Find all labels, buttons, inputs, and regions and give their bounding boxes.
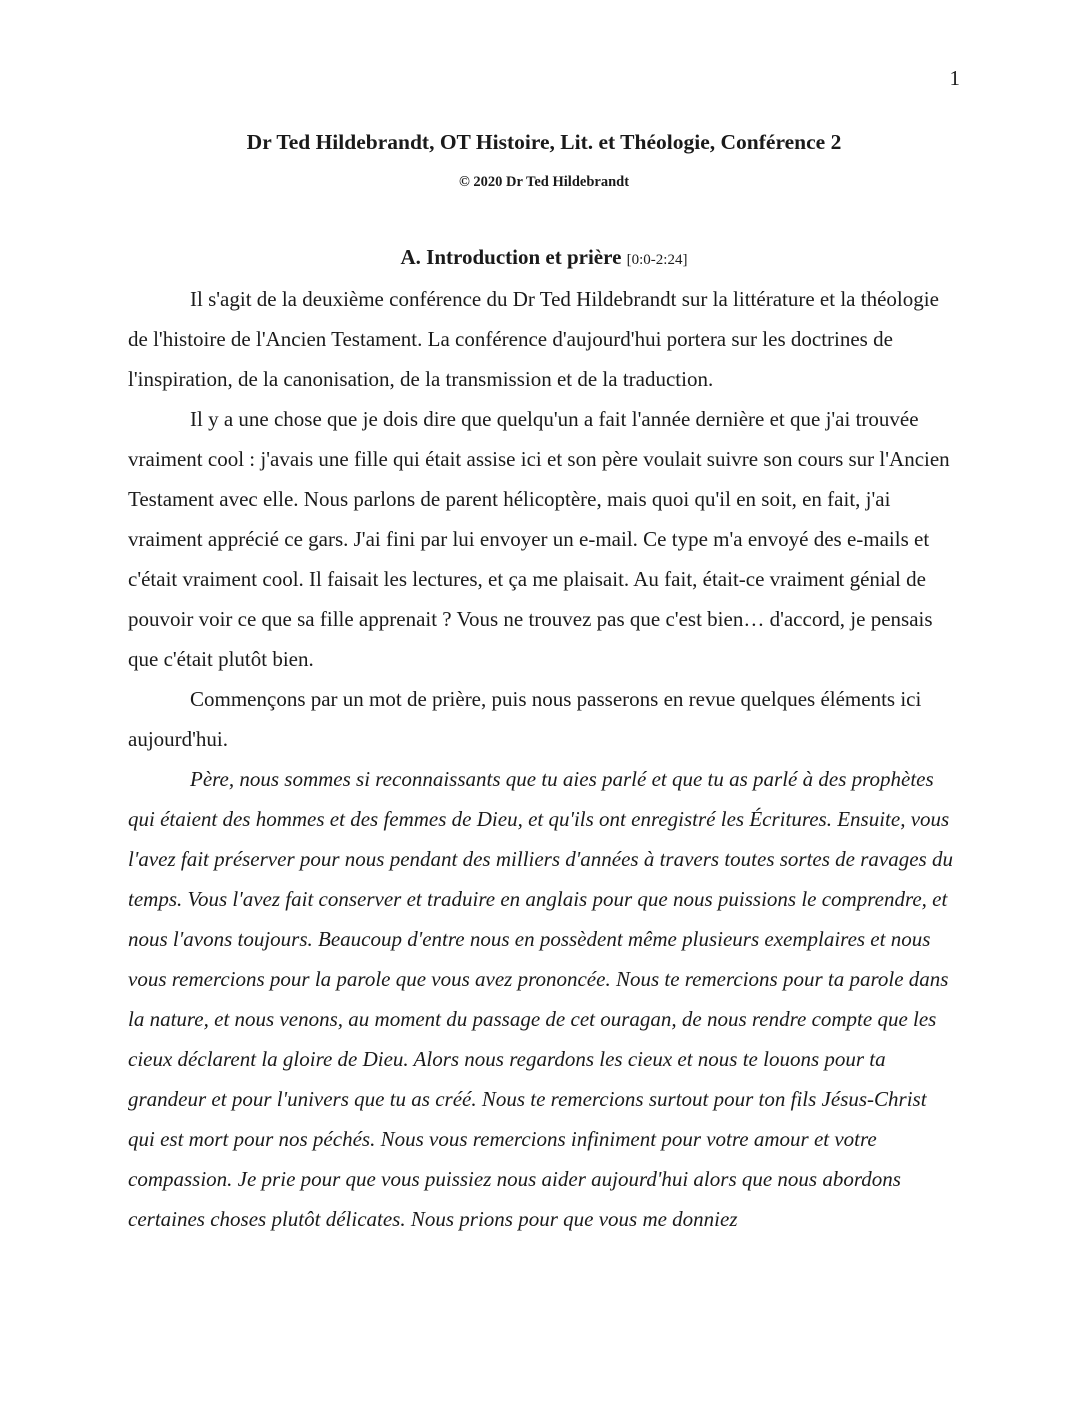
- section-heading: [0, 245, 1088, 270]
- page-number: 1: [949, 66, 960, 90]
- section-heading-text: A. Introduction et prière: [400, 245, 622, 269]
- document-title: Dr Ted Hildebrandt, OT Histoire, Lit. et Théologie, Conférence 2: [246, 130, 842, 154]
- copyright-line: © 2020 Dr Ted Hildebrandt: [458, 174, 630, 190]
- paragraph-prayer: Père, nous sommes si reconnaissants que tu aies parlé et que tu as parlé à des prophètes qui étaient des hommes et des femmes de Dieu, et qu'ils ont enregistré les Écritures. Ensuite, vous l'avez fait préserver pour nous pendant des milliers d'années à travers toutes sortes de ravages du temps. Vous l'avez fait conserver et traduire en anglais pour que nous puissions le comprendre, et nous l'avons toujours. Beaucoup d'entre nous en possèdent même plusieurs exemplaires et nous vous remercions pour la parole que vous avez prononcée. Nous te remercions pour ta parole dans la nature, et nous venons, au moment du passage de cet ouragan, de nous rendre compte que les cieux déclarent la gloire de Dieu. Alors nous regardons les cieux et nous te louons pour ta grandeur et pour l'univers que tu as créé. Nous te remercions surtout pour ton fils Jésus-Christ qui est mort pour nos péchés. Nous vous remercions infiniment pour votre amour et votre compassion. Je prie pour que vous puissiez nous aider aujourd'hui alors que nous abordons certaines choses plutôt délicates. Nous prions pour que vous me donniez: [128, 767, 953, 1231]
- paragraph-prayer-intro: Commençons par un mot de prière, puis nous passerons en revue quelques éléments ici aujourd'hui.: [128, 687, 922, 751]
- section-timestamp: [0:0-2:24]: [626, 252, 688, 268]
- body-text: [128, 279, 953, 1239]
- paragraph-intro: Il s'agit de la deuxième conférence du Dr Ted Hildebrandt sur la littérature et la théologie de l'histoire de l'Ancien Testament. La conférence d'aujourd'hui portera sur les doctrines de l'inspiration, de la canonisation, de la transmission et de la traduction.: [128, 287, 939, 391]
- paragraph-anecdote: Il y a une chose que je dois dire que quelqu'un a fait l'année dernière et que j'ai trouvée vraiment cool : j'avais une fille qui était assise ici et son père voulait suivre son cours sur l'Ancien Testament avec elle. Nous parlons de parent hélicoptère, mais quoi qu'il en soit, en fait, j'ai vraiment apprécié ce gars. J'ai fini par lui envoyer un e-mail. Ce type m'a envoyé des e-mails et c'était vraiment cool. Il faisait les lectures, et ça me plaisait. Au fait, était-ce vraiment génial de pouvoir voir ce que sa fille apprenait ? Vous ne trouvez pas que c'est bien… d'accord, je pensais que c'était plutôt bien.: [128, 407, 950, 671]
